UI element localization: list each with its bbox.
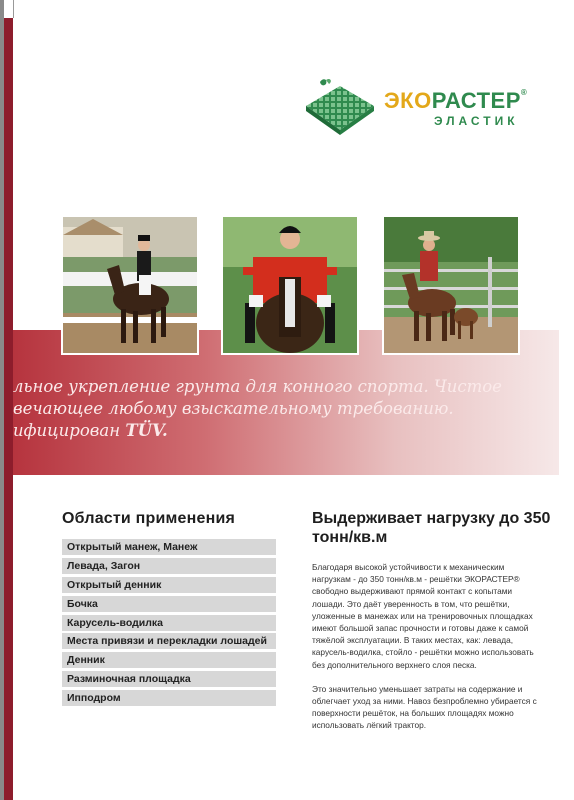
ecoraster-logo [306,78,536,138]
red-side-band [4,18,13,800]
list-item: Карусель-водилка [62,615,276,631]
areas-heading: Области применения [62,510,236,527]
list-item: Денник [62,652,276,668]
tagline-line-3-prefix: ифицирован [13,421,126,440]
leaf-grid-logo-icon [306,78,384,136]
tuv-mark: TÜV. [125,421,168,440]
load-paragraph-2: Это значительно уменьшает затраты на содержание и облегчает уход за ними. Навоз безпроблемно убирается с поверхности решёток, на больших площадях можно использовать лёгкий трактор. [312,683,537,731]
list-item: Открытый денник [62,577,276,593]
brand-part-raster: РАСТЕР [431,88,521,113]
tagline-line-1: льное укрепление грунта для конного спорта. Чистое [13,377,502,396]
registered-mark: ® [520,88,528,97]
dressage-horse-photo [61,215,199,355]
tagline-line-2: вечающее любому взыскательному требованию. [13,399,454,418]
load-description [312,561,538,744]
tagline-line-3 [13,420,553,442]
western-riding-horse-photo [382,215,520,355]
brand-part-eko: ЭКО [384,88,432,113]
list-item: Места привязи и перекладки лошадей [62,633,276,649]
brand-subtitle: ЭЛАСТИК [434,114,519,128]
areas-list [62,539,276,709]
tagline-text [13,376,553,442]
list-item: Бочка [62,596,276,612]
page-corner [0,0,14,18]
show-jumping-horse-photo [221,215,359,355]
list-item: Левада, Загон [62,558,276,574]
list-item: Открытый манеж, Манеж [62,539,276,555]
load-paragraph-1: Благодаря высокой устойчивости к механическим нагрузкам - до 350 тонн/кв.м - решётки ЭКОРАСТЕР® свободно выдерживают прямой контакт с копытами лошади. Это даёт уверенность в том, что решётки, уложенные в манежах или на тренировочных площадках имеют большой запас прочности и готовы даже к самой тяжёлой эксплуатации. В таких местах, как: левада, карусель-водилка, стойло - решётки можно использовать без дополнительного верхнего слоя песка. [312,562,534,670]
brand-name [384,88,527,114]
load-heading: Выдерживает нагрузку до 350 тонн/кв.м [312,510,551,546]
list-item: Разминочная площадка [62,671,276,687]
list-item: Ипподром [62,690,276,706]
